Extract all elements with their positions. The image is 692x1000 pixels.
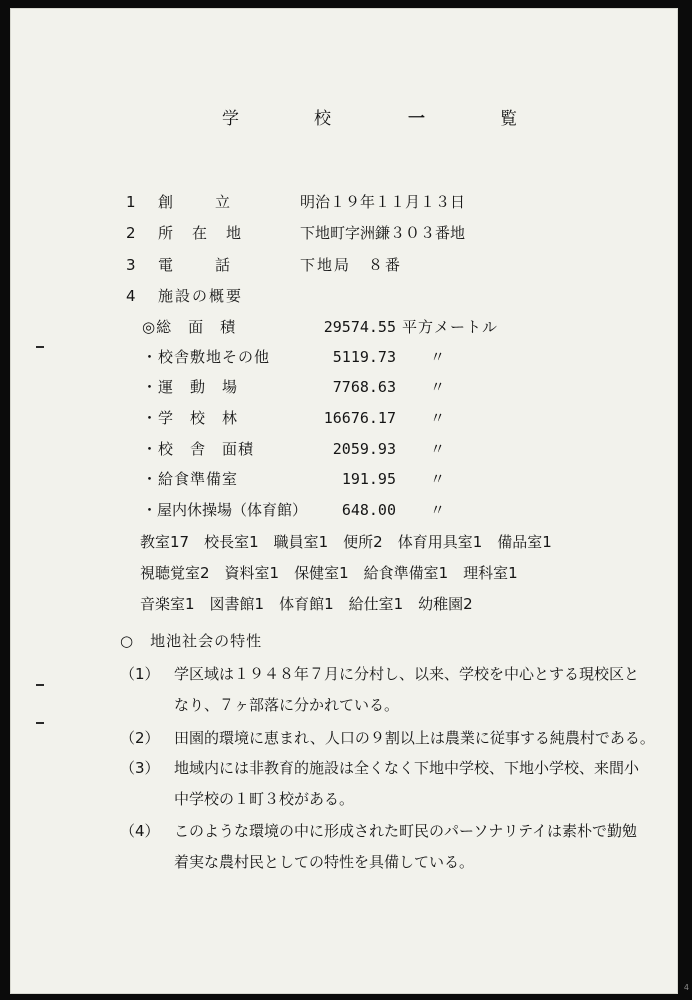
title-char: 校 xyxy=(314,109,331,129)
facility-value: 16676.17 xyxy=(323,409,396,427)
facility-name: ・運 動 場 xyxy=(142,378,239,396)
facility-name: ・屋内休操場（体育館） xyxy=(142,501,308,519)
facility-name: ・校 舎 面積 xyxy=(142,440,255,458)
title-char: 一 xyxy=(408,109,425,129)
facility-value: 2059.93 xyxy=(332,440,396,458)
info-number: 4 xyxy=(126,287,137,305)
item-number: （4） xyxy=(120,822,160,840)
item-number: （3） xyxy=(120,759,160,777)
facility-value: 191.95 xyxy=(341,470,396,488)
item-line: なり、７ヶ部落に分かれている。 xyxy=(174,696,400,714)
info-value: 下地局 ８番 xyxy=(300,256,403,274)
item-line: 中学校の１町３校がある。 xyxy=(174,790,355,808)
item-line: 地域内には非教育的施設は全くなく下地中学校、下地小学校、来間小 xyxy=(174,759,640,777)
facility-unit: 〃 xyxy=(430,378,447,396)
item-number: （1） xyxy=(120,665,160,683)
info-label: 施設の概要 xyxy=(158,287,244,305)
facility-value: 7768.63 xyxy=(332,378,396,396)
facility-unit: 〃 xyxy=(430,440,447,458)
edge-mark xyxy=(36,722,44,724)
facility-unit: 〃 xyxy=(430,409,447,427)
title-char: 覧 xyxy=(500,109,517,129)
info-value: 下地町字洲鎌３０３番地 xyxy=(300,224,466,242)
info-value: 明治１９年１１月１３日 xyxy=(300,193,466,211)
facility-value: 5119.73 xyxy=(332,348,396,366)
info-label: 電 話 xyxy=(158,256,235,274)
item-line: 田園的環境に恵まれ、人口の９割以上は農業に従事する純農村である。 xyxy=(174,729,655,747)
facility-name: ◎総 面 積 xyxy=(142,318,237,336)
room-line: 教室17 校長室1 職員室1 便所2 体育用具室1 備品室1 xyxy=(140,533,552,551)
facility-unit: 〃 xyxy=(430,348,447,366)
facility-name: ・給食準備室 xyxy=(142,470,239,488)
item-line: 着実な農村民としての特性を具備している。 xyxy=(174,853,475,871)
info-label: 創 立 xyxy=(158,193,235,211)
facility-name: ・学 校 林 xyxy=(142,409,239,427)
facility-unit: 〃 xyxy=(430,501,447,519)
item-line: このような環境の中に形成された町民のパーソナリテイは素朴で勤勉 xyxy=(174,822,638,840)
title-char: 学 xyxy=(222,109,239,129)
facility-value: 648.00 xyxy=(341,501,396,519)
facility-unit: 平方メートル xyxy=(402,318,499,336)
room-line: 視聴覚室2 資料室1 保健室1 給食準備室1 理科室1 xyxy=(140,564,518,582)
info-number: 2 xyxy=(126,224,137,242)
info-number: 1 xyxy=(126,193,137,211)
item-number: （2） xyxy=(120,729,160,747)
info-number: 3 xyxy=(126,256,137,274)
edge-mark xyxy=(36,346,44,348)
room-line: 音楽室1 図書館1 体育館1 給仕室1 幼稚園2 xyxy=(140,595,473,613)
facility-value: 29574.55 xyxy=(323,318,396,336)
section-heading: ○ 地池社会の特性 xyxy=(120,632,263,650)
facility-name: ・校舎敷地その他 xyxy=(142,348,271,366)
info-label: 所 在 地 xyxy=(158,224,244,242)
edge-mark xyxy=(36,684,44,686)
item-line: 学区域は１９４８年７月に分村し、以来、学校を中心とする現校区と xyxy=(174,665,640,683)
page-mark: 4 xyxy=(683,983,689,992)
facility-unit: 〃 xyxy=(430,470,447,488)
